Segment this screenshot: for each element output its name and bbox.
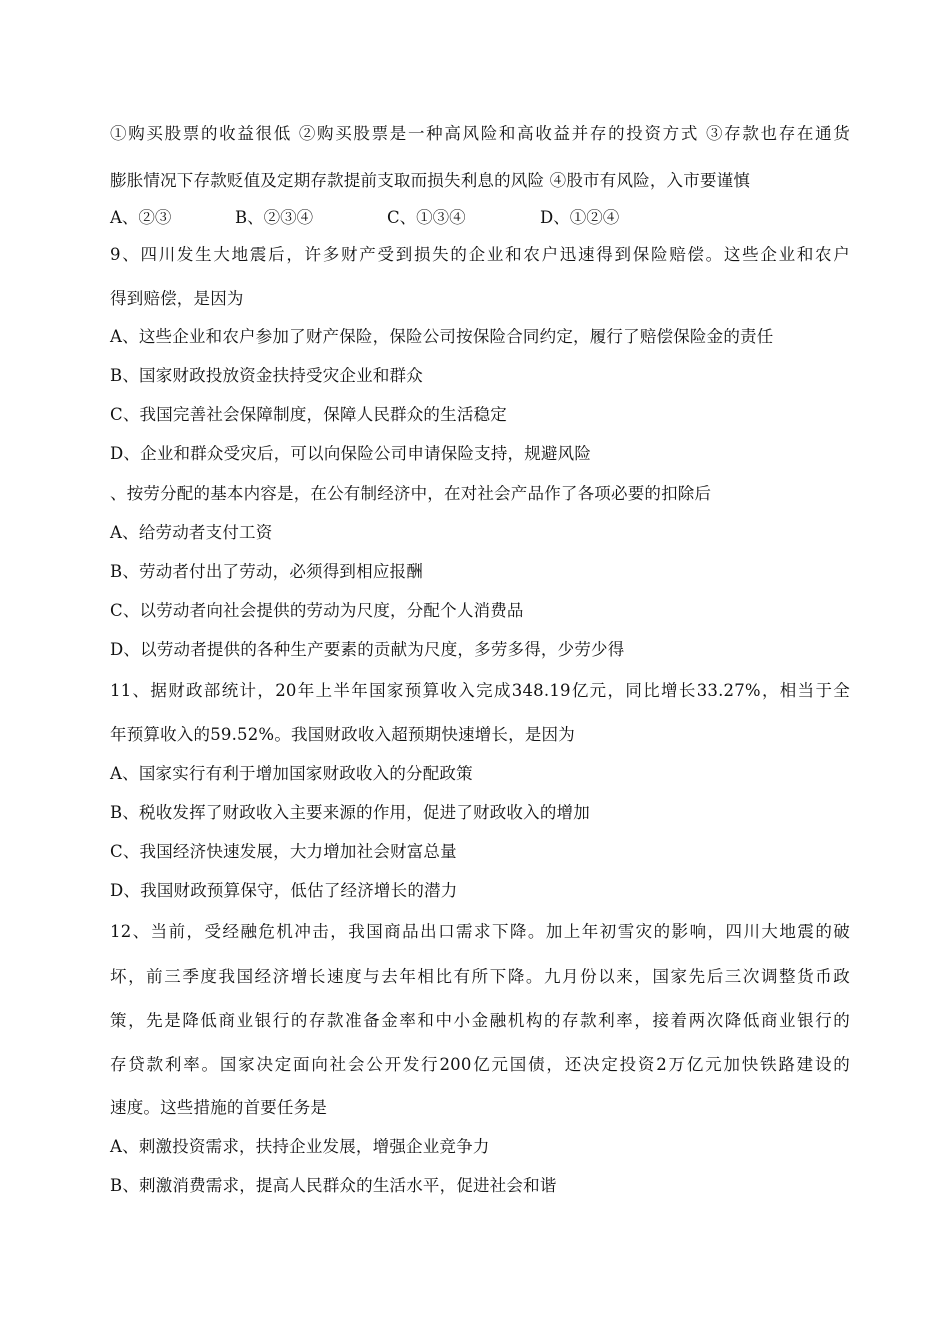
q12-stem-line-2: 坏，前三季度我国经济增长速度与去年相比有所下降。九月份以来，国家先后三次调整货币政 (110, 967, 850, 986)
q11-option-c: C、我国经济快速发展，大力增加社会财富总量 (110, 842, 457, 861)
q10-option-a: A、给劳动者支付工资 (110, 523, 273, 542)
q9-stem-line-1: 9、四川发生大地震后，许多财产受到损失的企业和农户迅速得到保险赔偿。这些企业和农户 (110, 245, 850, 264)
q8-option-c: C、①③④ (387, 208, 466, 227)
q8-option-d: D、①②④ (540, 208, 620, 227)
q11-stem-line-2: 年预算收入的59.52%。我国财政收入超预期快速增长，是因为 (110, 725, 575, 744)
q9-option-a: A、这些企业和农户参加了财产保险，保险公司按保险合同约定，履行了赔偿保险金的责任 (110, 327, 774, 346)
q10-option-d: D、以劳动者提供的各种生产要素的贡献为尺度，多劳多得，少劳少得 (110, 640, 625, 659)
q12-stem-line-4: 存贷款利率。国家决定面向社会公开发行200亿元国债，还决定投资2万亿元加快铁路建设的 (110, 1055, 850, 1074)
q12-stem-line-3: 策，先是降低商业银行的存款准备金率和中小金融机构的存款利率，接着两次降低商业银行的 (110, 1011, 850, 1030)
q11-option-a: A、国家实行有利于增加国家财政收入的分配政策 (110, 764, 473, 783)
q12-stem-line-1: 12、当前，受经融危机冲击，我国商品出口需求下降。加上年初雪灾的影响，四川大地震的破 (110, 922, 850, 941)
q9-option-d: D、企业和群众受灾后，可以向保险公司申请保险支持，规避风险 (110, 444, 592, 463)
q12-option-a: A、刺激投资需求，扶持企业发展，增强企业竞争力 (110, 1137, 490, 1156)
q11-stem-line-1: 11、据财政部统计，20年上半年国家预算收入完成348.19亿元，同比增长33.27%，相当于全 (110, 681, 850, 700)
q8-statement-line-2: 膨胀情况下存款贬值及定期存款提前支取而损失利息的风险 ④股市有风险，入市要谨慎 (110, 171, 751, 190)
q9-stem-line-2: 得到赔偿，是因为 (110, 289, 244, 308)
q11-option-d: D、我国财政预算保守，低估了经济增长的潜力 (110, 881, 458, 900)
q8-statement-line-1: ①购买股票的收益很低 ②购买股票是一种高风险和高收益并存的投资方式 ③存款也存在通货 (110, 124, 850, 143)
q8-option-b: B、②③④ (235, 208, 314, 227)
q12-stem-line-5: 速度。这些措施的首要任务是 (110, 1098, 328, 1117)
q10-option-b: B、劳动者付出了劳动，必须得到相应报酬 (110, 562, 423, 581)
q9-option-b: B、国家财政投放资金扶持受灾企业和群众 (110, 366, 423, 385)
q11-option-b: B、税收发挥了财政收入主要来源的作用，促进了财政收入的增加 (110, 803, 590, 822)
q10-option-c: C、以劳动者向社会提供的劳动为尺度，分配个人消费品 (110, 601, 524, 620)
q8-option-a: A、②③ (110, 208, 172, 227)
q10-stem: 、按劳分配的基本内容是，在公有制经济中，在对社会产品作了各项必要的扣除后 (110, 484, 712, 503)
q9-option-c: C、我国完善社会保障制度，保障人民群众的生活稳定 (110, 405, 507, 424)
q12-option-b: B、刺激消费需求，提高人民群众的生活水平，促进社会和谐 (110, 1176, 557, 1195)
